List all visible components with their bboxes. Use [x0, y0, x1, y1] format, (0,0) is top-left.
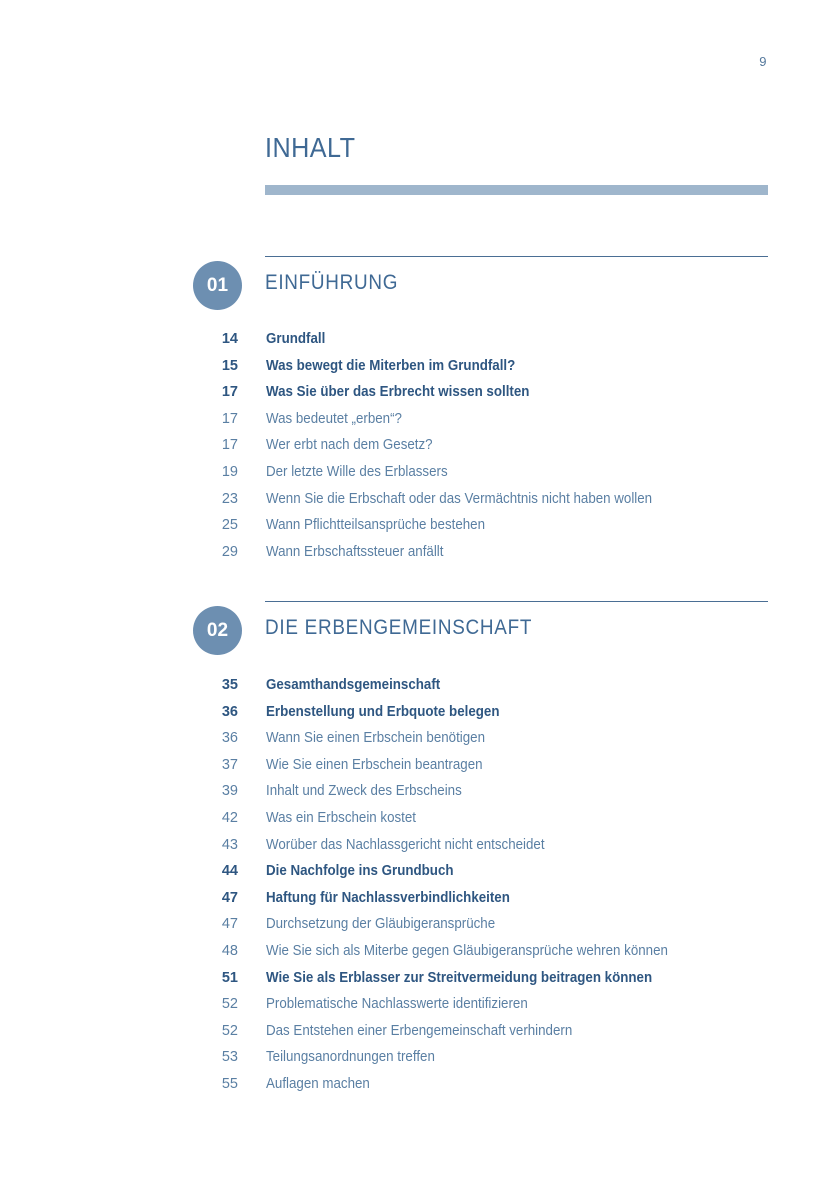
toc-entry[interactable] [0, 354, 827, 378]
toc-entry-title: Der letzte Wille des Erblassers [266, 464, 448, 480]
toc-entry-page-number: 36 [221, 703, 238, 720]
toc-entry-page-number: 14 [221, 331, 238, 347]
toc-entry[interactable] [0, 380, 827, 404]
toc-entry-title: Wie Sie als Erblasser zur Streitvermeidung beitragen können [266, 969, 653, 986]
toc-entry-page-number: 23 [221, 490, 238, 507]
toc-entry-title: Wie Sie sich als Miterbe gegen Gläubigeransprüche wehren können [266, 943, 668, 959]
toc-entry[interactable] [0, 487, 827, 511]
toc-entry-title: Wann Erbschaftssteuer anfällt [266, 543, 444, 560]
toc-entry-title: Haftung für Nachlassverbindlichkeiten [266, 889, 510, 906]
toc-entry-page-number: 39 [221, 783, 238, 800]
toc-entry-title: Durchsetzung der Gläubigeransprüche [266, 916, 496, 933]
toc-entry-page-number: 15 [221, 357, 238, 374]
toc-entry-page-number: 17 [221, 437, 238, 454]
toc-entry[interactable] [0, 700, 827, 724]
toc-entry-page-number: 55 [221, 1076, 238, 1092]
toc-entry-title: Wann Sie einen Erbschein benötigen [266, 730, 486, 747]
toc-entry[interactable] [0, 992, 827, 1016]
toc-entry[interactable] [0, 886, 827, 910]
toc-entry-page-number: 48 [221, 943, 238, 959]
toc-entry[interactable] [0, 912, 827, 936]
toc-entry[interactable] [0, 726, 827, 750]
toc-entry[interactable] [0, 460, 827, 484]
toc-entry-page-number: 52 [221, 1022, 238, 1039]
toc-entry-page-number: 19 [221, 464, 238, 480]
toc-entry[interactable] [0, 779, 827, 803]
toc-entry-page-number: 29 [221, 543, 238, 560]
toc-entry[interactable] [0, 966, 827, 990]
chapter-divider [265, 256, 768, 257]
page-title: INHALT [265, 132, 356, 163]
toc-entry[interactable] [0, 753, 827, 777]
page-number: 9 [759, 54, 767, 69]
toc-entry-title: Problematische Nachlasswerte identifizieren [266, 996, 528, 1013]
toc-entry-page-number: 37 [221, 756, 238, 773]
toc-entry-title: Erbenstellung und Erbquote belegen [266, 703, 500, 720]
toc-entry-page-number: 36 [221, 730, 238, 747]
toc-entry-page-number: 47 [221, 889, 238, 906]
toc-entry-page-number: 17 [221, 384, 238, 401]
toc-entry-page-number: 43 [221, 836, 238, 853]
chapter-title: EINFÜHRUNG [265, 271, 399, 294]
toc-entry-title: Inhalt und Zweck des Erbscheins [266, 783, 462, 800]
title-underline-bar [265, 185, 768, 195]
toc-entry-page-number: 47 [221, 916, 238, 933]
toc-entry-page-number: 35 [221, 677, 238, 693]
chapter-number-badge: 02 [193, 606, 242, 655]
toc-entry-page-number: 52 [221, 996, 238, 1013]
toc-entry-page-number: 42 [221, 810, 238, 826]
toc-entry-title: Wann Pflichtteilsansprüche bestehen [266, 517, 486, 534]
chapter-number-badge: 01 [193, 261, 242, 310]
toc-entry-page-number: 17 [221, 410, 238, 427]
toc-entry-page-number: 51 [221, 969, 238, 986]
toc-entry[interactable] [0, 1045, 827, 1069]
toc-entry[interactable] [0, 833, 827, 857]
toc-entry-page-number: 53 [221, 1049, 238, 1066]
toc-entry[interactable] [0, 327, 827, 351]
toc-entry[interactable] [0, 806, 827, 830]
toc-entry-title: Wenn Sie die Erbschaft oder das Vermächtnis nicht haben wollen [266, 490, 653, 507]
toc-entry-title: Was bedeutet „erben“? [266, 410, 402, 427]
toc-entry[interactable] [0, 673, 827, 697]
toc-entry-title: Auflagen machen [266, 1076, 370, 1092]
toc-entry[interactable] [0, 1072, 827, 1096]
toc-entry[interactable] [0, 540, 827, 564]
toc-entry-title: Die Nachfolge ins Grundbuch [266, 863, 454, 880]
toc-entry[interactable] [0, 407, 827, 431]
toc-entry-title: Gesamthandsgemeinschaft [266, 677, 441, 693]
toc-entry-title: Das Entstehen einer Erbengemeinschaft verhindern [266, 1022, 573, 1039]
toc-entry-page-number: 44 [221, 863, 238, 880]
toc-entry-title: Was bewegt die Miterben im Grundfall? [266, 357, 516, 374]
toc-entry[interactable] [0, 1019, 827, 1043]
toc-entry-title: Wie Sie einen Erbschein beantragen [266, 756, 483, 773]
toc-entry-title: Was Sie über das Erbrecht wissen sollten [266, 384, 530, 401]
toc-entry[interactable] [0, 939, 827, 963]
chapter-title: DIE ERBENGEMEINSCHAFT [265, 616, 533, 639]
toc-entry-title: Wer erbt nach dem Gesetz? [266, 437, 433, 454]
toc-entry-page-number: 25 [221, 517, 238, 534]
toc-entry-title: Was ein Erbschein kostet [266, 810, 417, 826]
chapter-divider [265, 601, 768, 602]
toc-entry[interactable] [0, 513, 827, 537]
toc-entry[interactable] [0, 433, 827, 457]
toc-entry[interactable] [0, 859, 827, 883]
toc-entry-title: Worüber das Nachlassgericht nicht entscheidet [266, 836, 545, 853]
toc-entry-title: Teilungsanordnungen treffen [266, 1049, 435, 1066]
toc-entry-title: Grundfall [266, 331, 326, 347]
